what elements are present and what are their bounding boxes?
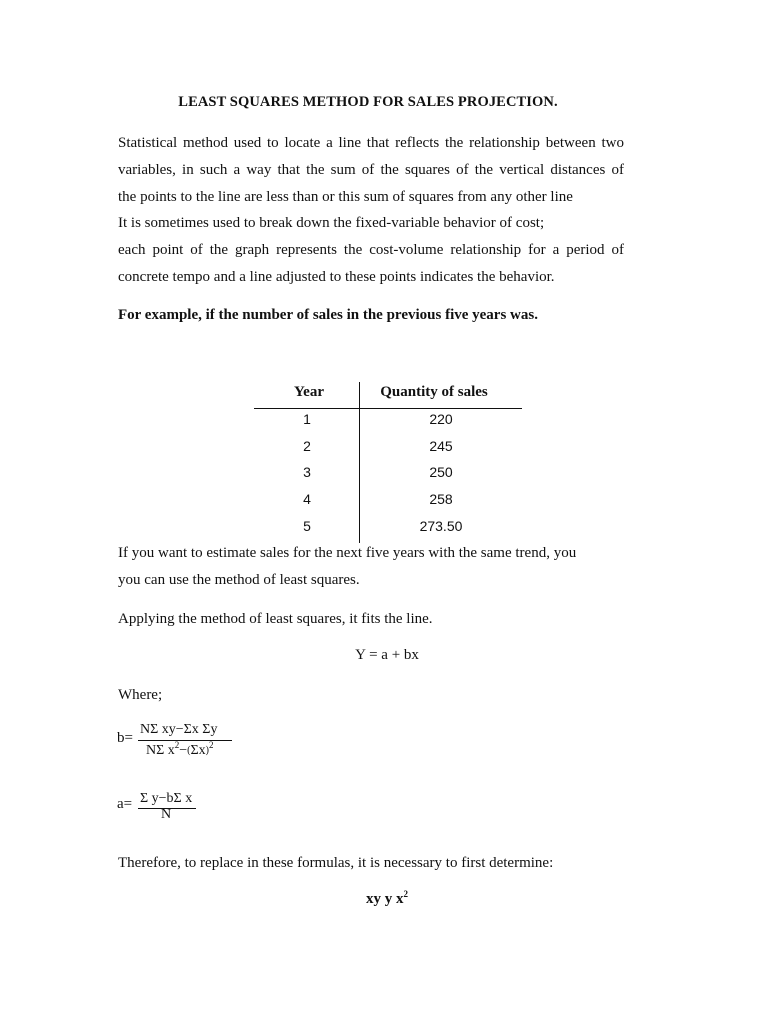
table-header-quantity: Quantity of sales (380, 384, 488, 400)
intro-line-3: the points to the line are less than or this sum of squares from any other line (118, 189, 573, 205)
therefore-line: Therefore, to replace in these formulas, it is necessary to first determine: (118, 855, 554, 871)
formula-b-numerator: NΣ xy−Σx Σy (140, 722, 218, 737)
estimate-line-1: If you want to estimate sales for the next five years with the same trend, you (118, 545, 577, 561)
formula-b-paren-open: ( (187, 745, 191, 756)
table-cell-year: 5 (303, 518, 311, 534)
intro-line-5: each point of the graph represents the cost-volume relationship for a period of (118, 242, 624, 258)
formula-a-denominator: N (161, 807, 172, 822)
formula-b-denominator-base: NΣ x (146, 743, 175, 758)
applying-line: Applying the method of least squares, it fits the line. (118, 611, 433, 627)
formula-b-denominator (146, 740, 214, 759)
where-label: Where; (118, 687, 163, 703)
intro-line-4: It is sometimes used to break down the fixed-variable behavior of cost; (118, 215, 545, 231)
intro-line-6: concrete tempo and a line adjusted to these points indicates the behavior. (118, 269, 555, 285)
table-cell-year: 4 (303, 491, 311, 507)
table-vertical-divider (359, 382, 360, 543)
formula-b-paren-close: ) (205, 745, 210, 756)
determine-terms-base: xy y x (366, 891, 404, 907)
formula-b-denominator-exponent-2: 2 (209, 740, 214, 750)
page-title: LEAST SQUARES METHOD FOR SALES PROJECTION. (178, 94, 558, 110)
table-cell-year: 1 (303, 411, 311, 427)
determine-terms-exponent: 2 (403, 889, 408, 899)
intro-line-1: Statistical method used to locate a line that reflects the relationship between two (118, 135, 624, 151)
determine-terms (0, 891, 768, 908)
table-cell-quantity: 258 (429, 491, 453, 507)
table-header-divider (254, 408, 522, 409)
formula-b-fraction-bar (138, 740, 232, 741)
formula-b-denominator-inner: Σx (190, 743, 206, 758)
estimate-line-2: you can use the method of least squares. (118, 572, 360, 588)
formula-a-lhs: a= (117, 796, 133, 812)
formula-b-denominator-exponent: 2 (174, 740, 180, 750)
table-cell-year: 2 (303, 438, 311, 454)
table-cell-quantity: 245 (429, 438, 453, 454)
line-equation: Y = a + bx (355, 647, 419, 663)
table-cell-quantity: 250 (429, 464, 453, 480)
table-header-year: Year (294, 384, 324, 400)
formula-a-numerator: Σ y−bΣ x (140, 791, 193, 806)
example-heading: For example, if the number of sales in the previous five years was. (118, 307, 538, 323)
table-cell-quantity: 273.50 (419, 518, 463, 534)
intro-line-2: variables, in such a way that the sum of the squares of the vertical distances of (118, 162, 624, 178)
formula-b-denominator-minus: − (179, 743, 188, 758)
table-cell-quantity: 220 (429, 411, 453, 427)
table-cell-year: 3 (303, 464, 311, 480)
formula-b-lhs: b= (117, 730, 133, 746)
